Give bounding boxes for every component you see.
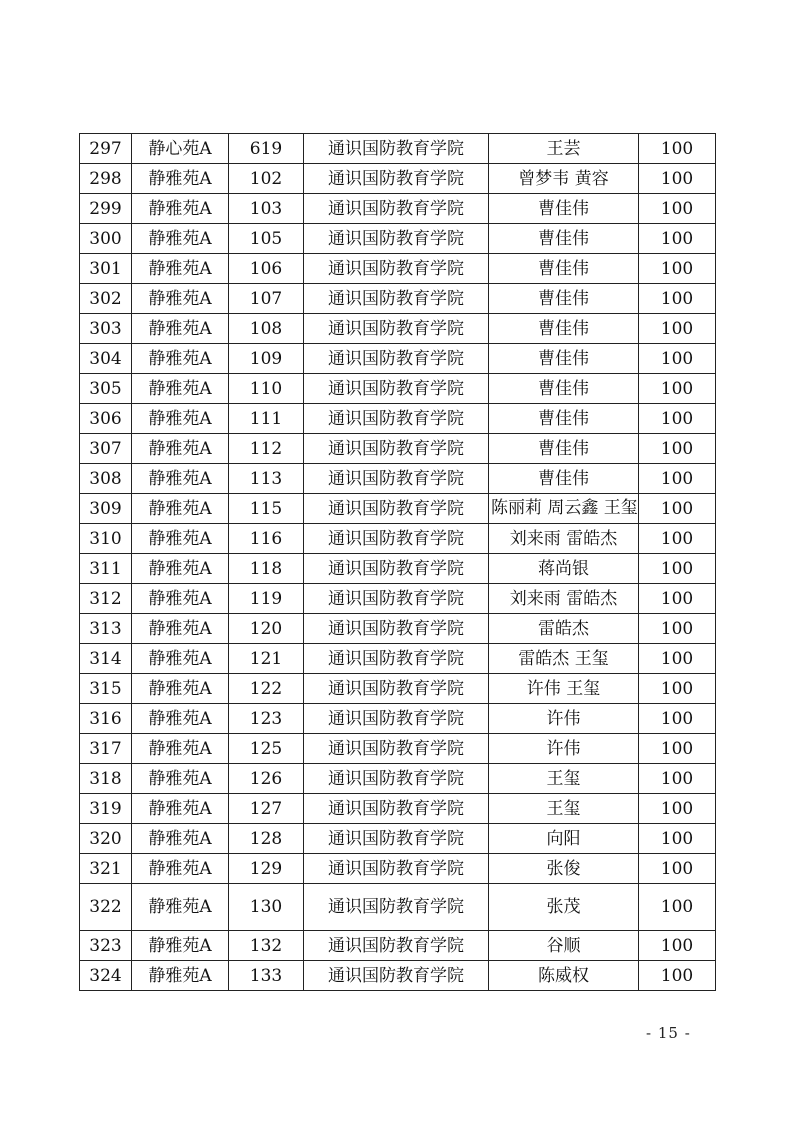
table-row <box>80 644 716 674</box>
cell-room-number: 106 <box>229 254 304 284</box>
cell-serial-number: 324 <box>80 961 132 991</box>
table-row <box>80 134 716 164</box>
cell-score: 100 <box>639 194 716 224</box>
cell-college: 通识国防教育学院 <box>304 434 489 464</box>
cell-college: 通识国防教育学院 <box>304 824 489 854</box>
cell-college: 通识国防教育学院 <box>304 494 489 524</box>
table-row <box>80 764 716 794</box>
table-row <box>80 494 716 524</box>
table-row <box>80 194 716 224</box>
cell-inspector-names: 刘来雨 雷皓杰 <box>489 584 639 614</box>
cell-score: 100 <box>639 764 716 794</box>
cell-room-number: 125 <box>229 734 304 764</box>
cell-inspector-names: 王玺 <box>489 764 639 794</box>
cell-score: 100 <box>639 314 716 344</box>
cell-building: 静雅苑A <box>132 854 229 884</box>
cell-inspector-names: 向阳 <box>489 824 639 854</box>
cell-score: 100 <box>639 734 716 764</box>
cell-inspector-names: 曹佳伟 <box>489 194 639 224</box>
cell-serial-number: 303 <box>80 314 132 344</box>
cell-score: 100 <box>639 931 716 961</box>
cell-room-number: 122 <box>229 674 304 704</box>
cell-building: 静雅苑A <box>132 584 229 614</box>
cell-college: 通识国防教育学院 <box>304 254 489 284</box>
table-row <box>80 824 716 854</box>
table-row <box>80 374 716 404</box>
cell-room-number: 121 <box>229 644 304 674</box>
cell-building: 静雅苑A <box>132 614 229 644</box>
cell-room-number: 111 <box>229 404 304 434</box>
cell-serial-number: 321 <box>80 854 132 884</box>
cell-score: 100 <box>639 554 716 584</box>
table-row <box>80 734 716 764</box>
cell-score: 100 <box>639 794 716 824</box>
cell-building: 静雅苑A <box>132 764 229 794</box>
cell-serial-number: 316 <box>80 704 132 734</box>
table-row <box>80 584 716 614</box>
cell-serial-number: 311 <box>80 554 132 584</box>
cell-college: 通识国防教育学院 <box>304 734 489 764</box>
cell-building: 静雅苑A <box>132 284 229 314</box>
cell-serial-number: 300 <box>80 224 132 254</box>
cell-score: 100 <box>639 344 716 374</box>
cell-serial-number: 317 <box>80 734 132 764</box>
cell-college: 通识国防教育学院 <box>304 854 489 884</box>
cell-building: 静雅苑A <box>132 224 229 254</box>
cell-inspector-names: 刘来雨 雷皓杰 <box>489 524 639 554</box>
cell-inspector-names: 曹佳伟 <box>489 284 639 314</box>
table-row <box>80 164 716 194</box>
cell-building: 静雅苑A <box>132 644 229 674</box>
table-row <box>80 434 716 464</box>
cell-room-number: 108 <box>229 314 304 344</box>
cell-college: 通识国防教育学院 <box>304 614 489 644</box>
cell-serial-number: 306 <box>80 404 132 434</box>
cell-building: 静雅苑A <box>132 961 229 991</box>
page-number: - 15 - <box>646 1024 691 1042</box>
cell-room-number: 132 <box>229 931 304 961</box>
cell-college: 通识国防教育学院 <box>304 374 489 404</box>
cell-serial-number: 305 <box>80 374 132 404</box>
cell-score: 100 <box>639 824 716 854</box>
cell-college: 通识国防教育学院 <box>304 764 489 794</box>
cell-score: 100 <box>639 854 716 884</box>
cell-college: 通识国防教育学院 <box>304 794 489 824</box>
cell-score: 100 <box>639 704 716 734</box>
cell-score: 100 <box>639 404 716 434</box>
cell-inspector-names: 王芸 <box>489 134 639 164</box>
cell-inspector-names: 曹佳伟 <box>489 314 639 344</box>
cell-room-number: 126 <box>229 764 304 794</box>
cell-inspector-names: 曾梦韦 黄容 <box>489 164 639 194</box>
cell-college: 通识国防教育学院 <box>304 644 489 674</box>
cell-inspector-names: 曹佳伟 <box>489 464 639 494</box>
cell-serial-number: 302 <box>80 284 132 314</box>
cell-building: 静雅苑A <box>132 434 229 464</box>
cell-score: 100 <box>639 224 716 254</box>
cell-college: 通识国防教育学院 <box>304 314 489 344</box>
cell-building: 静雅苑A <box>132 884 229 931</box>
cell-room-number: 116 <box>229 524 304 554</box>
cell-college: 通识国防教育学院 <box>304 931 489 961</box>
cell-serial-number: 315 <box>80 674 132 704</box>
cell-building: 静雅苑A <box>132 464 229 494</box>
cell-college: 通识国防教育学院 <box>304 704 489 734</box>
cell-building: 静雅苑A <box>132 164 229 194</box>
roster-table-container <box>79 133 715 991</box>
cell-college: 通识国防教育学院 <box>304 674 489 704</box>
table-row <box>80 961 716 991</box>
cell-room-number: 109 <box>229 344 304 374</box>
cell-college: 通识国防教育学院 <box>304 961 489 991</box>
table-row <box>80 224 716 254</box>
table-row <box>80 794 716 824</box>
cell-building: 静雅苑A <box>132 794 229 824</box>
cell-building: 静雅苑A <box>132 931 229 961</box>
cell-score: 100 <box>639 464 716 494</box>
cell-inspector-names: 许伟 <box>489 704 639 734</box>
dormitory-roster-table <box>79 133 716 991</box>
table-row <box>80 404 716 434</box>
cell-building: 静雅苑A <box>132 194 229 224</box>
table-row <box>80 704 716 734</box>
cell-inspector-names: 曹佳伟 <box>489 434 639 464</box>
table-row <box>80 284 716 314</box>
cell-score: 100 <box>639 884 716 931</box>
cell-inspector-names: 曹佳伟 <box>489 404 639 434</box>
cell-room-number: 118 <box>229 554 304 584</box>
table-row <box>80 344 716 374</box>
cell-college: 通识国防教育学院 <box>304 524 489 554</box>
cell-serial-number: 309 <box>80 494 132 524</box>
cell-score: 100 <box>639 674 716 704</box>
cell-room-number: 127 <box>229 794 304 824</box>
cell-inspector-names: 雷皓杰 <box>489 614 639 644</box>
cell-college: 通识国防教育学院 <box>304 584 489 614</box>
cell-inspector-names: 陈威权 <box>489 961 639 991</box>
cell-inspector-names: 蒋尚银 <box>489 554 639 584</box>
cell-building: 静雅苑A <box>132 524 229 554</box>
cell-room-number: 120 <box>229 614 304 644</box>
cell-serial-number: 322 <box>80 884 132 931</box>
cell-college: 通识国防教育学院 <box>304 344 489 374</box>
cell-room-number: 130 <box>229 884 304 931</box>
cell-score: 100 <box>639 254 716 284</box>
cell-inspector-names: 曹佳伟 <box>489 224 639 254</box>
cell-inspector-names: 曹佳伟 <box>489 254 639 284</box>
cell-score: 100 <box>639 494 716 524</box>
cell-serial-number: 312 <box>80 584 132 614</box>
cell-serial-number: 304 <box>80 344 132 374</box>
cell-score: 100 <box>639 584 716 614</box>
cell-room-number: 107 <box>229 284 304 314</box>
table-row <box>80 554 716 584</box>
cell-college: 通识国防教育学院 <box>304 884 489 931</box>
cell-serial-number: 323 <box>80 931 132 961</box>
roster-body <box>80 134 716 991</box>
cell-score: 100 <box>639 961 716 991</box>
cell-score: 100 <box>639 524 716 554</box>
cell-score: 100 <box>639 284 716 314</box>
cell-serial-number: 307 <box>80 434 132 464</box>
cell-serial-number: 319 <box>80 794 132 824</box>
cell-room-number: 102 <box>229 164 304 194</box>
cell-serial-number: 310 <box>80 524 132 554</box>
cell-serial-number: 308 <box>80 464 132 494</box>
cell-room-number: 133 <box>229 961 304 991</box>
cell-serial-number: 313 <box>80 614 132 644</box>
cell-building: 静雅苑A <box>132 734 229 764</box>
cell-inspector-names: 张茂 <box>489 884 639 931</box>
cell-score: 100 <box>639 374 716 404</box>
cell-room-number: 105 <box>229 224 304 254</box>
cell-building: 静雅苑A <box>132 704 229 734</box>
cell-room-number: 113 <box>229 464 304 494</box>
cell-serial-number: 297 <box>80 134 132 164</box>
cell-score: 100 <box>639 434 716 464</box>
table-row <box>80 314 716 344</box>
cell-inspector-names: 许伟 <box>489 734 639 764</box>
cell-inspector-names: 谷顺 <box>489 931 639 961</box>
cell-building: 静心苑A <box>132 134 229 164</box>
cell-inspector-names: 曹佳伟 <box>489 374 639 404</box>
cell-room-number: 115 <box>229 494 304 524</box>
cell-college: 通识国防教育学院 <box>304 164 489 194</box>
cell-serial-number: 299 <box>80 194 132 224</box>
cell-serial-number: 314 <box>80 644 132 674</box>
cell-building: 静雅苑A <box>132 374 229 404</box>
cell-inspector-names: 陈丽莉 周云鑫 王玺 <box>489 494 639 524</box>
cell-serial-number: 320 <box>80 824 132 854</box>
table-row <box>80 884 716 931</box>
cell-building: 静雅苑A <box>132 344 229 374</box>
cell-college: 通识国防教育学院 <box>304 224 489 254</box>
cell-serial-number: 301 <box>80 254 132 284</box>
cell-room-number: 112 <box>229 434 304 464</box>
cell-room-number: 103 <box>229 194 304 224</box>
cell-building: 静雅苑A <box>132 494 229 524</box>
cell-score: 100 <box>639 134 716 164</box>
cell-inspector-names: 曹佳伟 <box>489 344 639 374</box>
cell-serial-number: 298 <box>80 164 132 194</box>
cell-building: 静雅苑A <box>132 404 229 434</box>
cell-room-number: 119 <box>229 584 304 614</box>
cell-serial-number: 318 <box>80 764 132 794</box>
cell-building: 静雅苑A <box>132 554 229 584</box>
table-row <box>80 931 716 961</box>
table-row <box>80 524 716 554</box>
cell-building: 静雅苑A <box>132 674 229 704</box>
table-row <box>80 254 716 284</box>
cell-inspector-names: 雷皓杰 王玺 <box>489 644 639 674</box>
cell-building: 静雅苑A <box>132 314 229 344</box>
cell-room-number: 123 <box>229 704 304 734</box>
table-row <box>80 674 716 704</box>
cell-room-number: 110 <box>229 374 304 404</box>
cell-inspector-names: 许伟 王玺 <box>489 674 639 704</box>
cell-room-number: 619 <box>229 134 304 164</box>
cell-score: 100 <box>639 164 716 194</box>
table-row <box>80 464 716 494</box>
cell-college: 通识国防教育学院 <box>304 194 489 224</box>
cell-college: 通识国防教育学院 <box>304 404 489 434</box>
cell-inspector-names: 张俊 <box>489 854 639 884</box>
cell-building: 静雅苑A <box>132 254 229 284</box>
cell-college: 通识国防教育学院 <box>304 284 489 314</box>
table-row <box>80 854 716 884</box>
cell-score: 100 <box>639 644 716 674</box>
cell-college: 通识国防教育学院 <box>304 554 489 584</box>
cell-college: 通识国防教育学院 <box>304 464 489 494</box>
cell-inspector-names: 王玺 <box>489 794 639 824</box>
cell-score: 100 <box>639 614 716 644</box>
cell-college: 通识国防教育学院 <box>304 134 489 164</box>
table-row <box>80 614 716 644</box>
cell-room-number: 129 <box>229 854 304 884</box>
cell-room-number: 128 <box>229 824 304 854</box>
cell-building: 静雅苑A <box>132 824 229 854</box>
